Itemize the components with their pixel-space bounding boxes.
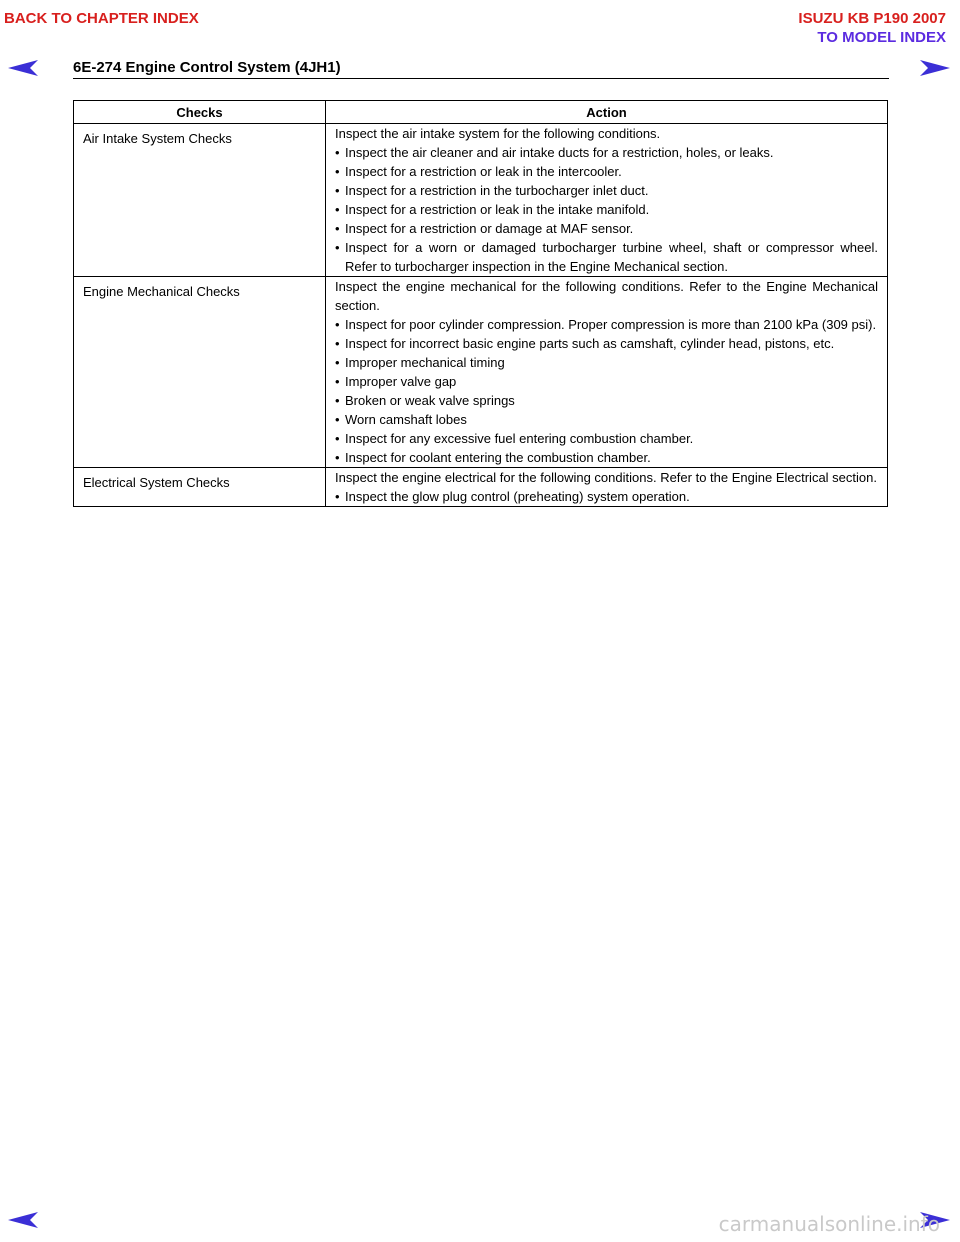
action-intro: Inspect the engine mechanical for the following conditions. Refer to the Engine Mechanical section. [335, 279, 878, 313]
action-cell [326, 124, 888, 277]
list-item: • Inspect for a restriction or damage at MAF sensor. [335, 219, 878, 238]
list-item: • Inspect for coolant entering the combustion chamber. [335, 448, 878, 467]
watermark: carmanualsonline.info [718, 1212, 940, 1236]
list-item: • Worn camshaft lobes [335, 410, 878, 429]
action-list [335, 315, 878, 467]
list-item: • Inspect for a worn or damaged turbocharger turbine wheel, shaft or compressor wheel. Refer to turbocharger inspection in the Engine Mechanical section. [335, 238, 878, 276]
list-item: • Inspect for incorrect basic engine parts such as camshaft, cylinder head, pistons, etc. [335, 334, 878, 353]
list-item: • Inspect for a restriction or leak in the intake manifold. [335, 200, 878, 219]
back-to-chapter-index-link[interactable]: BACK TO CHAPTER INDEX [4, 10, 199, 27]
action-list [335, 487, 878, 506]
check-cell [74, 124, 326, 277]
action-cell [326, 277, 888, 468]
check-label: Engine Mechanical Checks [83, 284, 240, 299]
list-item: • Inspect for a restriction in the turbocharger inlet duct. [335, 181, 878, 200]
list-item: • Inspect for a restriction or leak in the intercooler. [335, 162, 878, 181]
action-list [335, 143, 878, 276]
action-intro: Inspect the engine electrical for the following conditions. Refer to the Engine Electrical section. [335, 470, 877, 485]
column-header-action: Action [326, 101, 888, 124]
list-item: • Improper mechanical timing [335, 353, 878, 372]
to-model-index-link[interactable]: TO MODEL INDEX [817, 29, 946, 46]
previous-page-arrow-icon[interactable] [6, 58, 40, 78]
next-page-arrow-icon[interactable] [918, 58, 952, 78]
page-title: 6E-274 Engine Control System (4JH1) [73, 59, 341, 76]
table-row [74, 124, 888, 277]
check-label: Air Intake System Checks [83, 131, 232, 146]
previous-page-arrow-bottom-icon[interactable] [6, 1210, 40, 1230]
check-label: Electrical System Checks [83, 475, 230, 490]
list-item: • Inspect for poor cylinder compression. Proper compression is more than 2100 kPa (309 psi). [335, 315, 878, 334]
column-header-checks: Checks [74, 101, 326, 124]
model-title: ISUZU KB P190 2007 [798, 10, 946, 27]
action-cell [326, 468, 888, 507]
list-item: • Broken or weak valve springs [335, 391, 878, 410]
list-item: • Inspect the glow plug control (preheating) system operation. [335, 487, 878, 506]
header-divider [73, 78, 889, 79]
check-cell [74, 277, 326, 468]
table-header-row [74, 101, 888, 124]
list-item: • Improper valve gap [335, 372, 878, 391]
list-item: • Inspect the air cleaner and air intake ducts for a restriction, holes, or leaks. [335, 143, 878, 162]
checks-table [73, 100, 888, 507]
check-cell [74, 468, 326, 507]
action-intro: Inspect the air intake system for the following conditions. [335, 126, 661, 141]
table-row [74, 277, 888, 468]
list-item: • Inspect for any excessive fuel entering combustion chamber. [335, 429, 878, 448]
table-row [74, 468, 888, 507]
